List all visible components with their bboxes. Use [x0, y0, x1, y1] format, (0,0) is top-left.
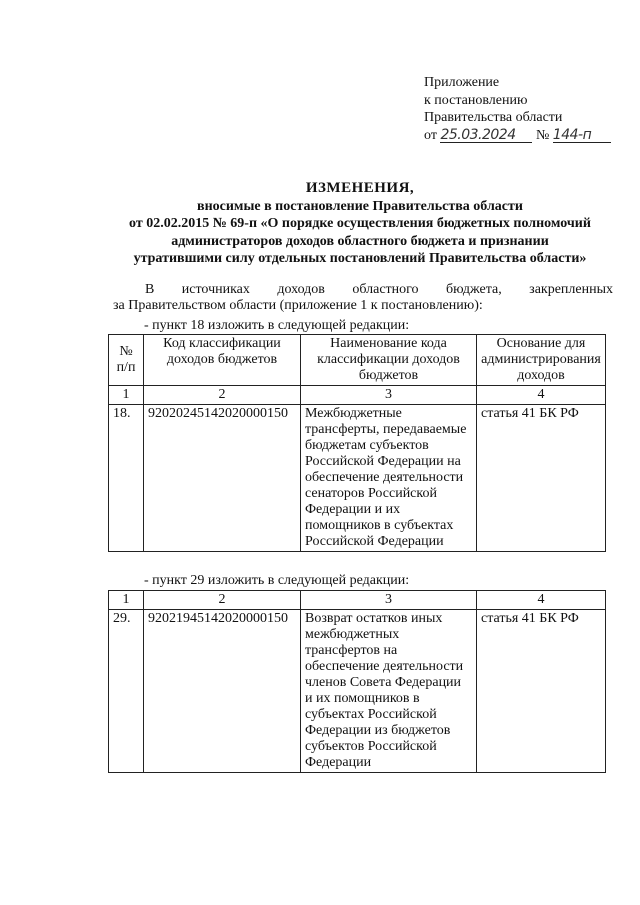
handwritten-date: 25.03.2024 [440, 129, 532, 143]
row-basis: статья 41 БК РФ [477, 610, 606, 773]
row-num: 18. [109, 405, 144, 552]
row-num: 29. [109, 610, 144, 773]
row-basis: статья 41 БК РФ [477, 405, 606, 552]
intro-line-2: за Правительством области (приложение 1 к постановлению): [113, 298, 483, 313]
table-number-row [109, 591, 606, 610]
row-name: Межбюджетные трансферты, передаваемые бюджетам субъектов Российской Федерации на обеспечение деятельности сенаторов Российской Федерации и их помощников в субъектах Российской Федерации [301, 405, 477, 552]
col-number: 2 [144, 591, 301, 610]
col-number: 4 [477, 591, 606, 610]
heading-line-1: вносимые в постановление Правительства области [197, 198, 523, 214]
row-code: 92020245142020000150 [144, 405, 301, 552]
number-prefix: № [535, 127, 550, 143]
header-code: Код классификации доходов бюджетов [144, 335, 301, 386]
item-29-label: - пункт 29 изложить в следующей редакции: [144, 573, 410, 588]
date-prefix: от [424, 127, 437, 143]
appendix-line-2: к постановлению [424, 92, 528, 108]
col-number: 1 [109, 386, 144, 405]
appendix-line-1: Приложение [424, 75, 500, 90]
table-item-29 [108, 590, 606, 773]
header-num: № п/п [109, 335, 144, 386]
handwritten-number: 144-п [553, 129, 611, 143]
col-number: 3 [301, 591, 477, 610]
heading-line-2: от 02.02.2015 № 69-п «О порядке осуществления бюджетных полномочий [129, 216, 591, 231]
col-number: 4 [477, 386, 606, 405]
col-number: 3 [301, 386, 477, 405]
item-18-label: - пункт 18 изложить в следующей редакции: [144, 318, 410, 333]
intro-line-1: В источниках доходов областного бюджета, закрепленных [145, 282, 613, 297]
table-header-row [109, 335, 606, 386]
col-number: 2 [144, 386, 301, 405]
heading-title: ИЗМЕНЕНИЯ, [305, 180, 415, 196]
table-number-row [109, 386, 606, 405]
header-basis: Основание для администрирования доходов [477, 335, 606, 386]
col-number: 1 [109, 591, 144, 610]
table-row [109, 610, 606, 773]
header-name: Наименование кода классификации доходов бюджетов [301, 335, 477, 386]
row-code: 92021945142020000150 [144, 610, 301, 773]
appendix-line-3: Правительства области [424, 110, 563, 125]
appendix-date-line [424, 127, 611, 145]
appendix-block [424, 74, 611, 144]
document-heading [80, 180, 640, 268]
heading-line-4: утратившими силу отдельных постановлений Правительства области» [133, 251, 587, 266]
table-row [109, 405, 606, 552]
heading-line-3: администраторов доходов областного бюджета и признании [171, 233, 549, 249]
table-item-18 [108, 334, 606, 552]
row-name: Возврат остатков иных межбюджетных трансфертов на обеспечение деятельности членов Совета Федерации и их помощников в субъектах Российской Федерации из бюджетов субъектов Российской Федерации [301, 610, 477, 773]
